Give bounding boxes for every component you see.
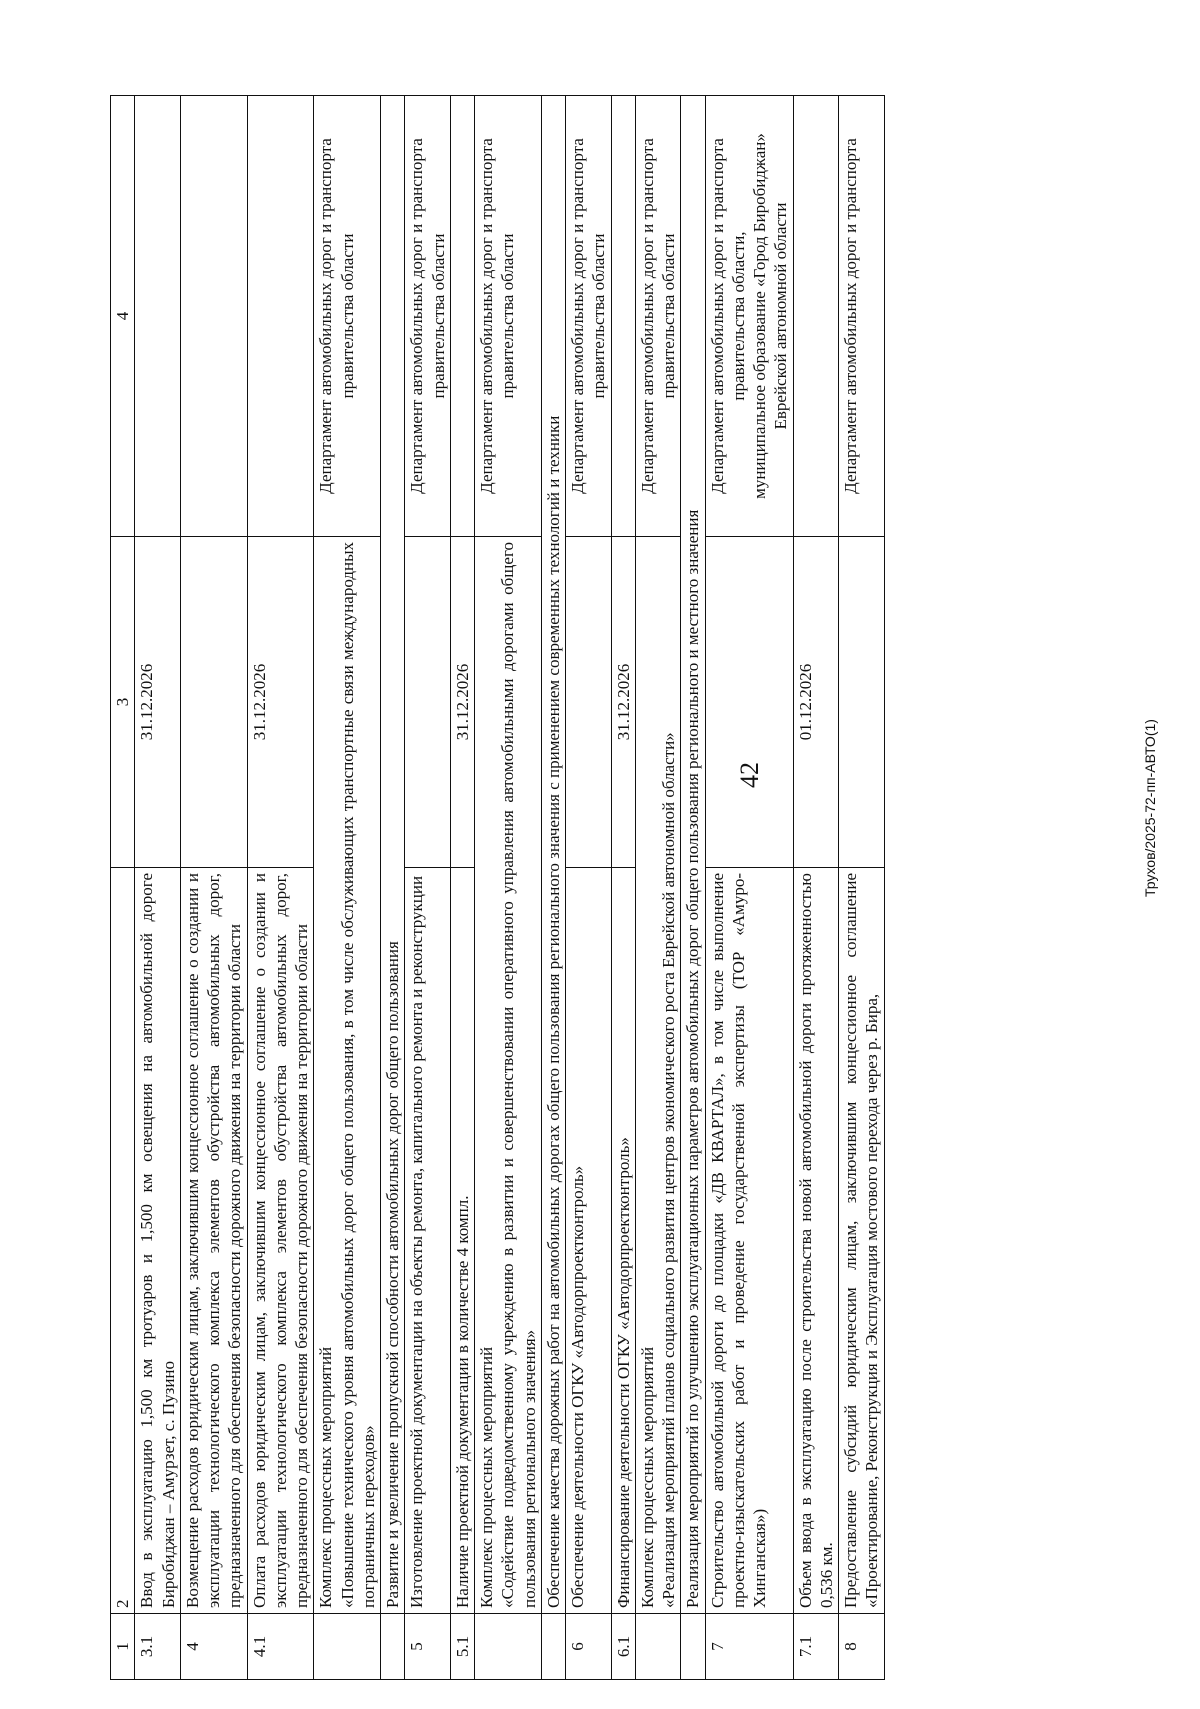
row-number: 4.1: [247, 1614, 314, 1680]
row-number-empty: [475, 1614, 542, 1680]
table-row: [450, 96, 474, 1680]
table-row: [247, 96, 314, 1680]
table-row: [135, 96, 181, 1680]
row-description: Предоставление субсидий юридическим лицам, заключившим концессионное соглашение «Проектирование, Реконструкция и Эксплуатация мостового перехода через р. Бира,: [839, 868, 885, 1614]
task-title: Развитие и увеличение пропускной способности автомобильных дорог общего пользования: [381, 96, 405, 1614]
table-row: [405, 96, 451, 1680]
row-description: Строительство автомобильной дороги до площадки «ДВ КВАРТАЛ», в том числе выполнение проектно-изыскательских работ и проведение государственной экспертизы (ТОР «Амуро-Хинганская»): [705, 868, 793, 1614]
table-row: [180, 96, 247, 1680]
row-number-empty: [314, 1614, 381, 1680]
row-description: Объем ввода в эксплуатацию после строительства новой автомобильной дороги протяженностью 0,536 км.: [793, 868, 839, 1614]
row-responsible: [180, 96, 247, 537]
row-responsible: [135, 96, 181, 537]
row-description: Ввод в эксплуатацию 1,500 км тротуаров и 1,500 км освещения на автомобильной дороге Биробиджан – Амурзет, с. Пузино: [135, 868, 181, 1614]
row-deadline: [566, 537, 612, 868]
complex-title: Комплекс процессных мероприятий «Реализация мероприятий планов социального развития центров экономического роста Еврейской автономной области»: [635, 537, 681, 1614]
table-row: [475, 96, 542, 1680]
row-number: 8: [839, 1614, 885, 1680]
row-deadline: 31.12.2026: [450, 537, 474, 868]
row-deadline: [705, 537, 793, 868]
row-responsible: Департамент автомобильных дорог и транспорта правительства области, муниципальное образование «Город Биробиджан» Еврейской автономной области: [705, 96, 793, 537]
row-description: Изготовление проектной документации на объекты ремонта, капитального ремонта и реконструкции: [405, 868, 451, 1614]
row-responsible: [450, 96, 474, 537]
row-number: 5: [405, 1614, 451, 1680]
task-title: Реализация мероприятий по улучшению эксплуатационных параметров автомобильных дорог общего пользования регионального и местного значения: [681, 96, 705, 1614]
row-description: Финансирование деятельности ОГКУ «Автодорпроектконтроль»: [611, 868, 635, 1614]
table-body: [135, 96, 884, 1680]
header-col-1: 1: [111, 1614, 135, 1680]
row-number: 4: [180, 1614, 247, 1680]
complex-title: Комплекс процессных мероприятий «Повышение технического уровня автомобильных дорог общего пользования, в том числе обслуживающих транспортные связи международных пограничных переходов»: [314, 537, 381, 1614]
row-description: Возмещение расходов юридическим лицам, заключившим концессионное соглашение о создании и эксплуатации технологического комплекса элементов обустройства автомобильных дорог, предназначенного для обеспечения безопасности дорожного движения на территории области: [180, 868, 247, 1614]
row-number-empty: [635, 1614, 681, 1680]
row-responsible: [247, 96, 314, 537]
row-number-empty: [381, 1614, 405, 1680]
header-col-2: 2: [111, 868, 135, 1614]
row-deadline: [405, 537, 451, 868]
row-number: 6.1: [611, 1614, 635, 1680]
footer-doc-id: Трухов/2025-72-пп-АВТО(1): [1142, 719, 1158, 897]
table-row: [793, 96, 839, 1680]
table-row: [635, 96, 681, 1680]
complex-responsible: Департамент автомобильных дорог и транспорта правительства области: [475, 96, 542, 537]
table-row: [381, 96, 405, 1680]
row-number: 7: [705, 1614, 793, 1680]
table-row: [705, 96, 793, 1680]
row-number: 6: [566, 1614, 612, 1680]
row-description: Оплата расходов юридическим лицам, заключившим концессионное соглашение о создании и эксплуатации технологического комплекса элементов обустройства автомобильных дорог, предназначенного для обеспечения безопасности дорожного движения на территории области: [247, 868, 314, 1614]
row-responsible: Департамент автомобильных дорог и транспорта правительства области: [405, 96, 451, 537]
table-row: [566, 96, 612, 1680]
header-col-4: 4: [111, 96, 135, 537]
row-number: 3.1: [135, 1614, 181, 1680]
table-row: [611, 96, 635, 1680]
complex-responsible: Департамент автомобильных дорог и транспорта правительства области: [314, 96, 381, 537]
row-deadline: [180, 537, 247, 868]
row-deadline: 01.12.2026: [793, 537, 839, 868]
row-number: 5.1: [450, 1614, 474, 1680]
row-number-empty: [681, 1614, 705, 1680]
header-col-3: 3: [111, 537, 135, 868]
row-deadline: [839, 537, 885, 868]
row-number-empty: [541, 1614, 565, 1680]
table-row: [681, 96, 705, 1680]
page-number: 42: [735, 762, 764, 788]
row-deadline: 31.12.2026: [247, 537, 314, 868]
row-responsible: Департамент автомобильных дорог и транспорта: [839, 96, 885, 537]
table-header-row: [111, 96, 135, 1680]
task-title: Обеспечение качества дорожных работ на автомобильных дорогах общего пользования регионального значения с применением современных технологий и техники: [541, 96, 565, 1614]
row-description: Наличие проектной документации в количестве 4 компл.: [450, 868, 474, 1614]
row-responsible: [793, 96, 839, 537]
table-row: [839, 96, 885, 1680]
row-deadline: 31.12.2026: [135, 537, 181, 868]
row-description: Обеспечение деятельности ОГКУ «Автодорпроектконтроль»: [566, 868, 612, 1614]
complex-title: Комплекс процессных мероприятий «Содействие подведомственному учреждению в развитии и совершенствовании оперативного управления автомобильными дорогами общего пользования регионального значения»: [475, 537, 542, 1614]
row-responsible: Департамент автомобильных дорог и транспорта правительства области: [566, 96, 612, 537]
complex-responsible: Департамент автомобильных дорог и транспорта правительства области: [635, 96, 681, 537]
row-responsible: [611, 96, 635, 537]
rotated-table-container: [110, 120, 950, 1680]
row-deadline: 31.12.2026: [611, 537, 635, 868]
table-row: [314, 96, 381, 1680]
row-number: 7.1: [793, 1614, 839, 1680]
table-row: [541, 96, 565, 1680]
activities-table: [110, 95, 885, 1680]
